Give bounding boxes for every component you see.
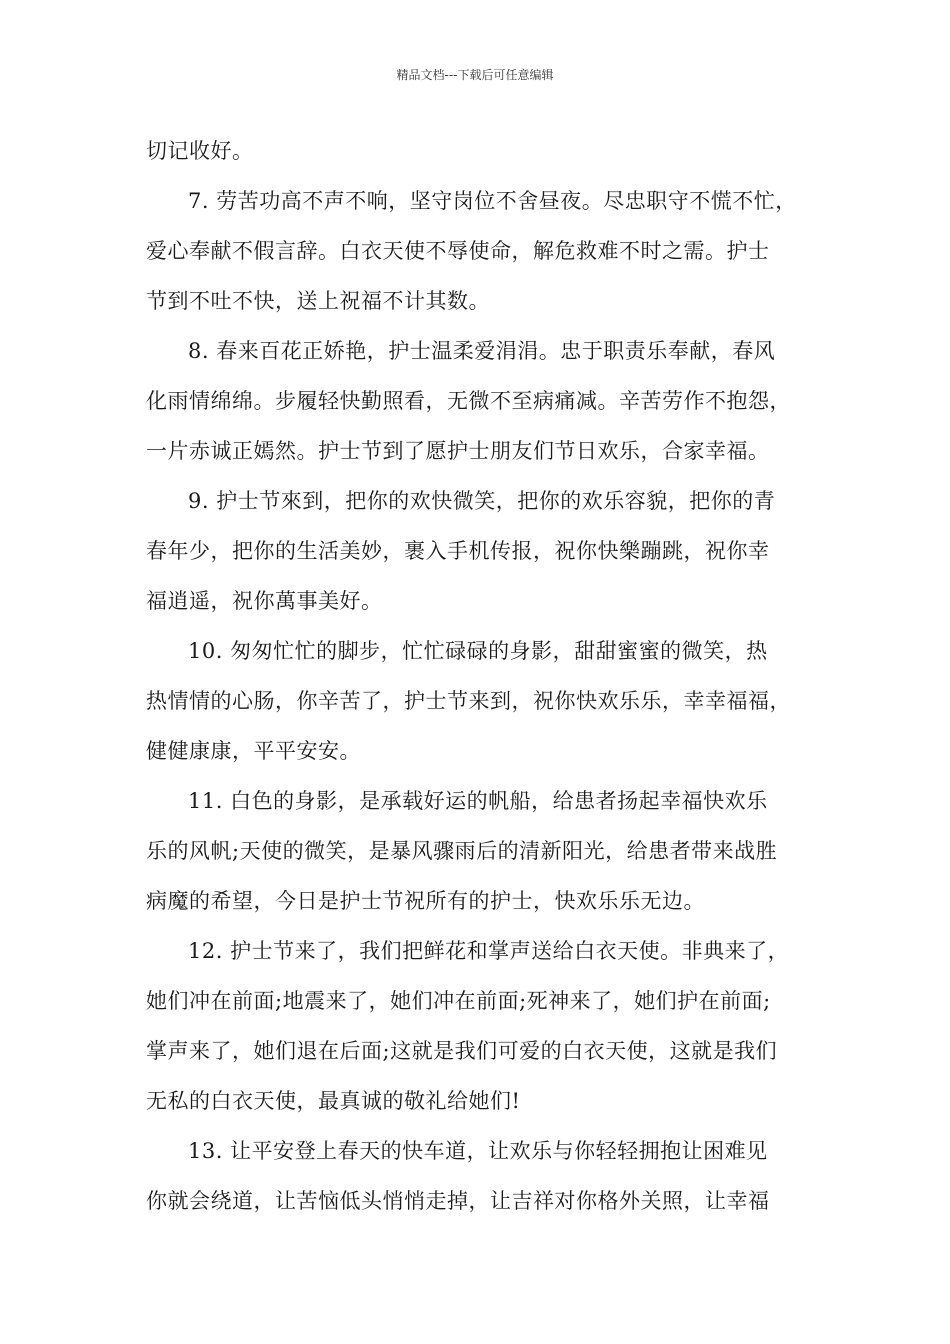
text-line: 爱心奉献不假言辞。白衣天使不辱使命，解危救难不时之需。护士 (146, 239, 770, 263)
text-line: 切记收好。 (146, 139, 254, 163)
text-line: 你就会绕道，让苦恼低头悄悄走掉，让吉祥对你格外关照，让幸福 (146, 1189, 770, 1213)
text-line: 掌声来了，她们退在后面;这就是我们可爱的白衣天使，这就是我们 (146, 1039, 778, 1063)
page-header: 精品文档---下载后可任意编辑 (396, 68, 554, 82)
text-line: 热情情的心肠，你辛苦了，护士节来到，祝你快欢乐乐，幸幸福福， (146, 689, 791, 713)
paragraph-start: 8. 春来百花正娇艳，护士温柔爱涓涓。忠于职责乐奉献，春风 (188, 339, 776, 363)
text-line: 健健康康，平平安安。 (146, 739, 361, 763)
text-line: 春年少，把你的生活美妙，裹入手机传报，祝你快樂蹦跳，祝你幸 (146, 539, 770, 563)
text-line: 一片赤诚正嫣然。护士节到了愿护士朋友们节日欢乐，合家幸福。 (146, 439, 770, 463)
paragraph-start: 10. 匆匆忙忙的脚步，忙忙碌碌的身影，甜甜蜜蜜的微笑，热 (188, 639, 768, 663)
paragraph-start: 13. 让平安登上春天的快车道，让欢乐与你轻轻拥抱让困难见 (188, 1139, 768, 1163)
text-line: 福逍遥，祝你萬事美好。 (146, 589, 383, 613)
paragraph-start: 7. 劳苦功高不声不响，坚守岗位不舍昼夜。尽忠职守不慌不忙， (188, 189, 797, 213)
text-line: 乐的风帆;天使的微笑，是暴风骤雨后的清新阳光，给患者带来战胜 (146, 839, 778, 863)
text-line: 病魔的希望，今日是护士节祝所有的护士，快欢乐乐无边。 (146, 889, 705, 913)
text-line: 她们冲在前面;地震来了，她们冲在前面;死神来了，她们护在前面; (146, 989, 771, 1013)
text-line: 化雨情绵绵。步履轻快勤照看，无微不至病痛减。辛苦劳作不抱怨， (146, 389, 791, 413)
paragraph-start: 11. 白色的身影，是承载好运的帆船，给患者扬起幸福快欢乐 (188, 789, 768, 813)
paragraph-start: 9. 护士节來到，把你的欢快微笑，把你的欢乐容貌，把你的青 (188, 489, 776, 513)
paragraph-start: 12. 护士节来了，我们把鲜花和掌声送给白衣天使。非典来了， (188, 939, 790, 963)
text-line: 节到不吐不快，送上祝福不计其数。 (146, 289, 490, 313)
text-line: 无私的白衣天使，最真诚的敬礼给她们! (146, 1089, 521, 1113)
